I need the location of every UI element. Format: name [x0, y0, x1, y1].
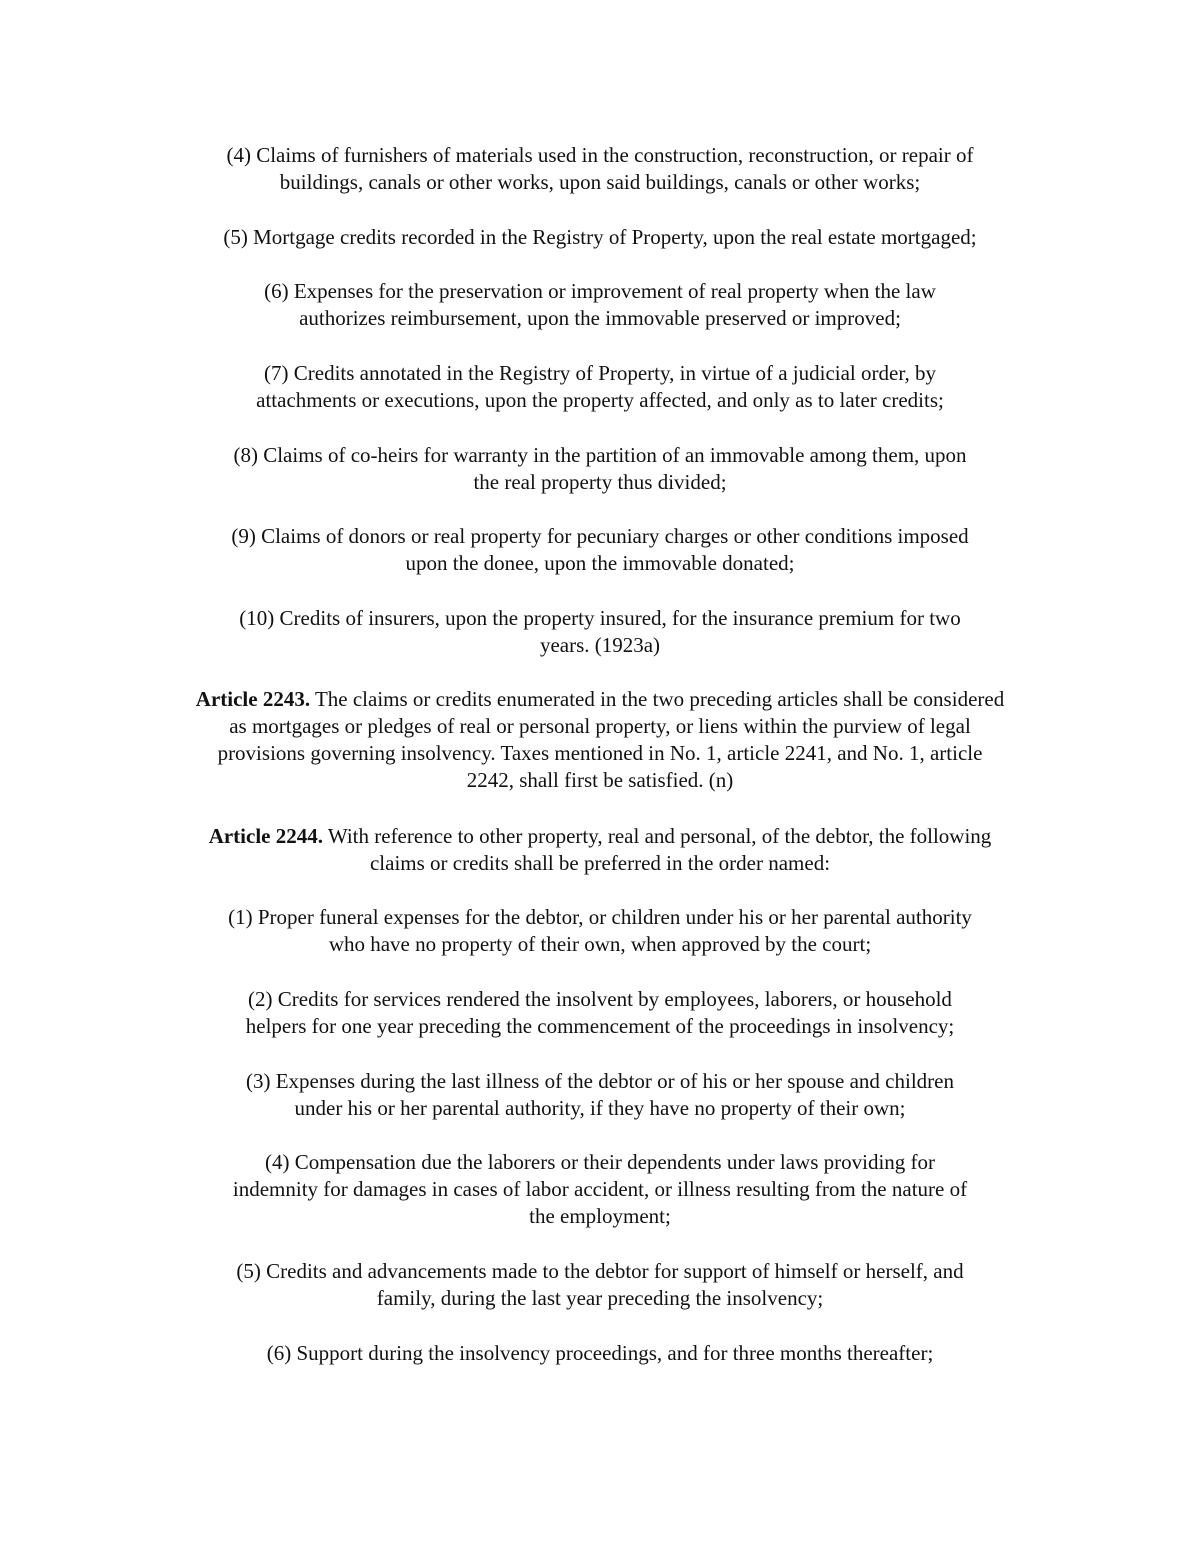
text-line: (5) Mortgage credits recorded in the Registry of Property, upon the real estate mortgaged;: [223, 225, 977, 249]
article-2244-title: Article 2244.: [208, 824, 323, 848]
text-line: (6) Expenses for the preservation or improvement of real property when the law: [264, 279, 936, 303]
text-line: (8) Claims of co-heirs for warranty in the partition of an immovable among them, upon: [233, 443, 967, 467]
text-line: who have no property of their own, when approved by the court;: [328, 932, 872, 956]
text-line: as mortgages or pledges of real or personal property, or liens within the purview of legal: [229, 714, 971, 738]
text-line: upon the donee, upon the immovable donated;: [405, 551, 795, 575]
article-2243-text: The claims or credits enumerated in the two preceding articles shall be considered: [310, 687, 1005, 711]
list-item-10-insurers: [0, 605, 1200, 659]
text-line: (1) Proper funeral expenses for the debtor, or children under his or her parental authority: [228, 905, 972, 929]
text-line: under his or her parental authority, if they have no property of their own;: [294, 1096, 906, 1120]
text-line: (5) Credits and advancements made to the debtor for support of himself or herself, and: [236, 1259, 964, 1283]
text-line: (7) Credits annotated in the Registry of Property, in virtue of a judicial order, by: [264, 361, 936, 385]
list-item-9-donors: [0, 523, 1200, 577]
text-line: (9) Claims of donors or real property for pecuniary charges or other conditions imposed: [231, 524, 969, 548]
text-line: years. (1923a): [539, 633, 661, 657]
list-item-6-support: [0, 1340, 1200, 1367]
text-line: [0, 823, 1200, 850]
list-item-4-compensation: [0, 1149, 1200, 1230]
text-line: (4) Claims of furnishers of materials used in the construction, reconstruction, or repair of: [226, 143, 974, 167]
text-line: (2) Credits for services rendered the insolvent by employees, laborers, or household: [248, 987, 952, 1011]
list-item-1-funeral: [0, 904, 1200, 958]
text-line: 2242, shall first be satisfied. (n): [466, 768, 734, 792]
list-item-6-expenses: [0, 278, 1200, 332]
text-line: (3) Expenses during the last illness of the debtor or of his or her spouse and children: [245, 1069, 954, 1093]
text-line: buildings, canals or other works, upon said buildings, canals or other works;: [279, 170, 921, 194]
list-item-3-illness: [0, 1068, 1200, 1122]
text-line: attachments or executions, upon the property affected, and only as to later credits;: [256, 388, 944, 412]
list-item-2-services: [0, 986, 1200, 1040]
text-line: the employment;: [529, 1204, 671, 1228]
text-line: (6) Support during the insolvency proceedings, and for three months thereafter;: [266, 1341, 934, 1365]
article-2244: [0, 823, 1200, 877]
article-2243-title: Article 2243.: [195, 687, 311, 711]
article-2243: [0, 686, 1200, 794]
text-line: claims or credits shall be preferred in the order named:: [369, 851, 831, 875]
list-item-8-co-heirs: [0, 442, 1200, 496]
text-line: helpers for one year preceding the commencement of the proceedings in insolvency;: [245, 1014, 955, 1038]
list-item-5-advancements: [0, 1258, 1200, 1312]
text-line: authorizes reimbursement, upon the immovable preserved or improved;: [299, 306, 901, 330]
text-line: family, during the last year preceding the insolvency;: [376, 1286, 824, 1310]
text-line: [0, 686, 1200, 713]
text-line: indemnity for damages in cases of labor accident, or illness resulting from the nature of: [232, 1177, 968, 1201]
article-2244-text: With reference to other property, real and personal, of the debtor, the following: [322, 824, 992, 848]
list-item-5-mortgage: [0, 224, 1200, 251]
text-line: the real property thus divided;: [473, 470, 727, 494]
list-item-4-furnishers: [0, 142, 1200, 196]
text-line: (4) Compensation due the laborers or their dependents under laws providing for: [264, 1150, 936, 1174]
list-item-7-credits-annotated: [0, 360, 1200, 414]
text-line: provisions governing insolvency. Taxes mentioned in No. 1, article 2241, and No. 1, article: [217, 741, 983, 765]
text-line: (10) Credits of insurers, upon the property insured, for the insurance premium for two: [239, 606, 961, 630]
